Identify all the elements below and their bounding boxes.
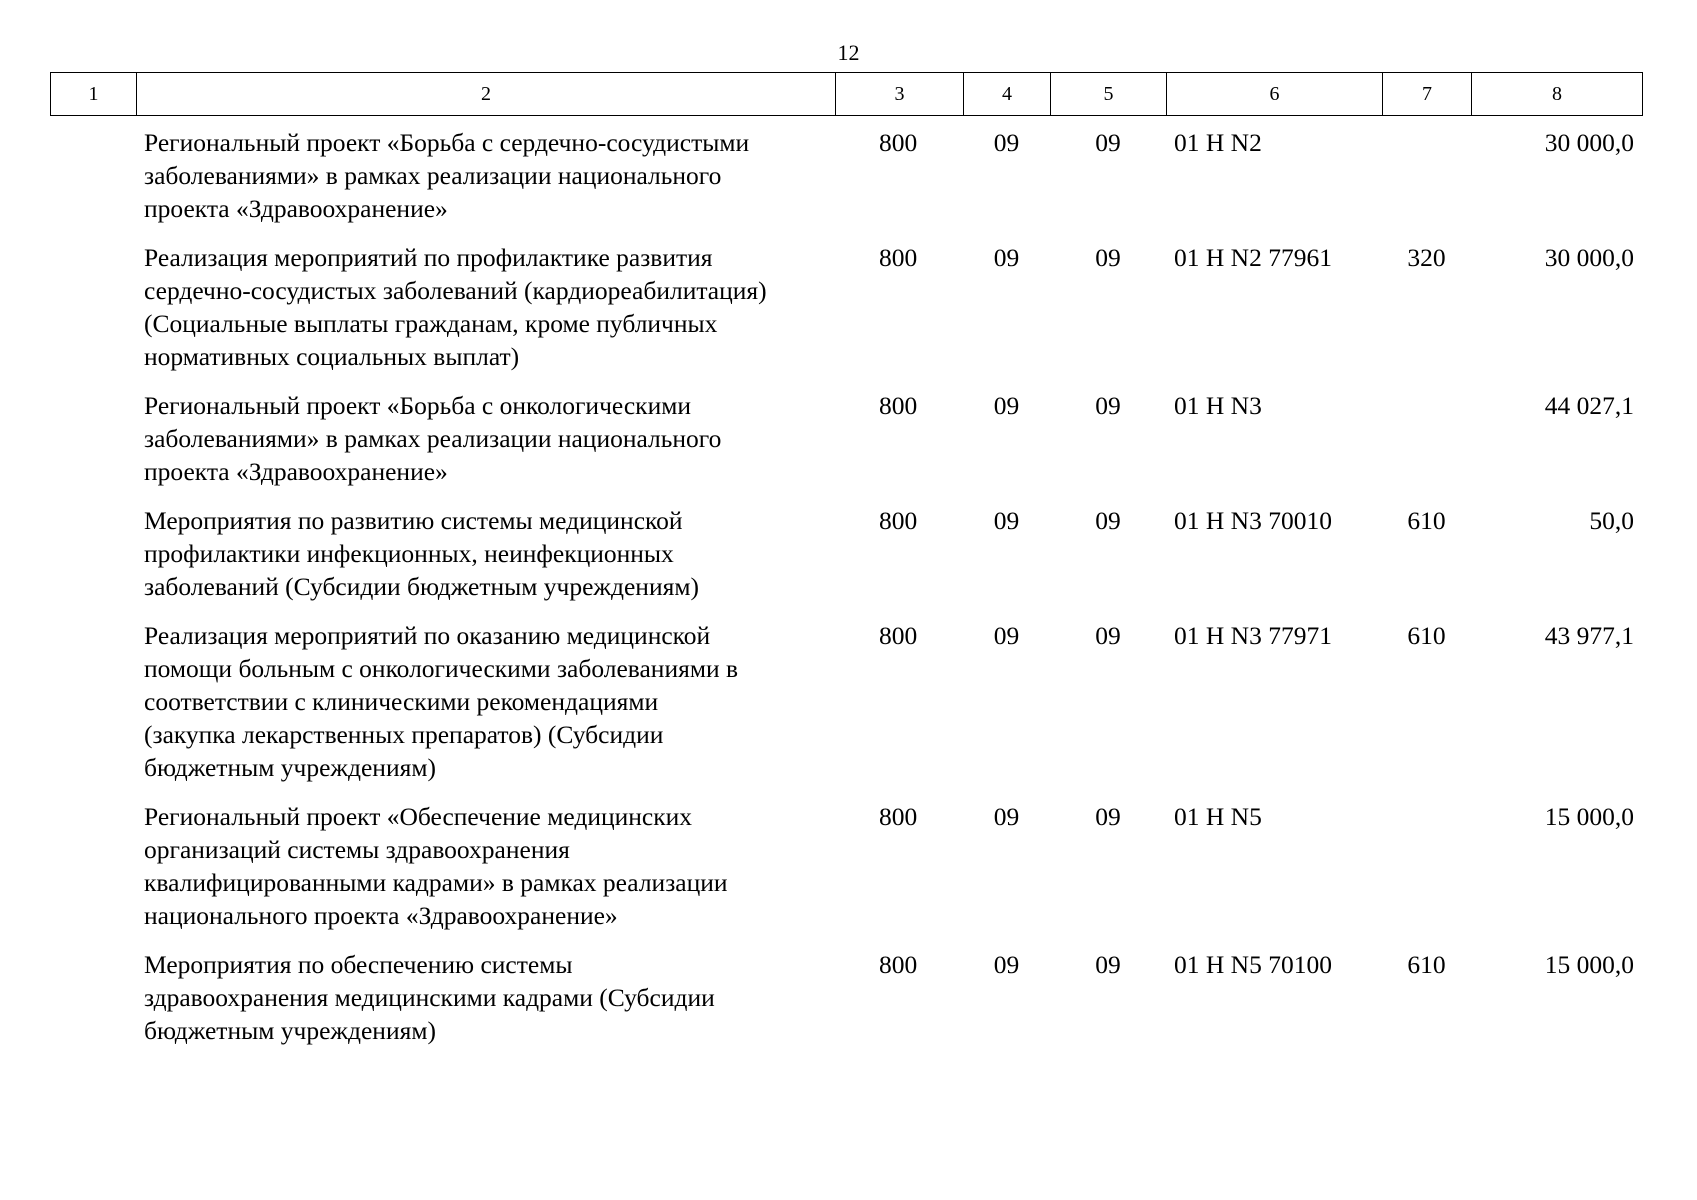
row-name-line: Реализация мероприятий по профилактике развития	[144, 243, 713, 272]
column-header-3: 3	[836, 73, 964, 116]
column-header-1: 1	[51, 73, 137, 116]
row-name-line: Региональный проект «Борьба с онкологическими	[144, 391, 691, 420]
column-header-5: 5	[1051, 73, 1167, 116]
row-name-line: организаций системы здравоохранения	[144, 835, 570, 864]
row-name-line: квалифицированными кадрами» в рамках реализации	[144, 868, 728, 897]
row-col6: 01 Н N2 77961	[1174, 243, 1332, 272]
row-col6: 01 Н N2	[1174, 128, 1262, 157]
row-amount: 44 027,1	[1544, 391, 1634, 420]
row-name	[136, 800, 835, 932]
column-header-6: 6	[1167, 73, 1383, 116]
row-index-cell	[50, 948, 136, 1047]
table-row	[50, 120, 1642, 235]
row-name-line: Мероприятия по развитию системы медицинской	[144, 506, 683, 535]
row-index-cell	[50, 241, 136, 373]
row-col7	[1382, 389, 1471, 488]
table-row	[50, 794, 1642, 942]
column-header-table	[50, 72, 1643, 116]
column-header-2: 2	[137, 73, 836, 116]
row-name-line: (Социальные выплаты гражданам, кроме публичных	[144, 309, 718, 338]
row-name-line: нормативных социальных выплат)	[144, 342, 520, 371]
row-name-line: заболеваний (Субсидии бюджетным учреждениям)	[144, 572, 699, 601]
row-name-line: (закупка лекарственных препаратов) (Субсидии	[144, 720, 664, 749]
row-name-line: национального проекта «Здравоохранение»	[144, 901, 618, 930]
row-col5: 09	[1095, 802, 1121, 831]
budget-rows	[50, 120, 1642, 1057]
row-name-line: Региональный проект «Борьба с сердечно-сосудистыми	[144, 128, 750, 157]
column-header-row	[51, 73, 1643, 116]
row-name	[136, 619, 835, 784]
row-col7: 610	[1407, 506, 1446, 535]
row-col7: 610	[1407, 950, 1446, 979]
row-amount: 15 000,0	[1544, 802, 1634, 831]
row-col5: 09	[1095, 950, 1121, 979]
row-name-line: здравоохранения медицинскими кадрами (Субсидии	[144, 983, 715, 1012]
row-amount: 30 000,0	[1544, 243, 1634, 272]
row-col3: 800	[879, 802, 918, 831]
row-name-line: Мероприятия по обеспечению системы	[144, 950, 573, 979]
row-name	[136, 504, 835, 603]
row-col5: 09	[1095, 391, 1121, 420]
row-col4: 09	[993, 802, 1020, 831]
row-col4: 09	[993, 621, 1020, 650]
row-name	[136, 948, 835, 1047]
row-amount: 15 000,0	[1544, 950, 1634, 979]
row-amount: 43 977,1	[1544, 621, 1634, 650]
row-col4: 09	[993, 243, 1020, 272]
column-header-4: 4	[964, 73, 1051, 116]
row-col4: 09	[993, 128, 1020, 157]
row-col3: 800	[879, 128, 918, 157]
row-name-line: профилактики инфекционных, неинфекционных	[144, 539, 674, 568]
row-col5: 09	[1095, 243, 1121, 272]
row-col6: 01 Н N3 77971	[1174, 621, 1332, 650]
row-index-cell	[50, 800, 136, 932]
row-col7: 610	[1407, 621, 1446, 650]
table-row	[50, 383, 1642, 498]
page-number: 12	[837, 40, 860, 65]
row-amount: 50,0	[1589, 506, 1634, 535]
row-col5: 09	[1095, 621, 1121, 650]
column-header-8: 8	[1472, 73, 1643, 116]
row-col3: 800	[879, 621, 918, 650]
row-col5: 09	[1095, 128, 1121, 157]
row-col3: 800	[879, 391, 918, 420]
row-index-cell	[50, 504, 136, 603]
row-name-line: проекта «Здравоохранение»	[144, 457, 448, 486]
row-index-cell	[50, 389, 136, 488]
row-col3: 800	[879, 243, 918, 272]
row-name	[136, 126, 835, 225]
table-row	[50, 235, 1642, 383]
row-col6: 01 Н N5	[1174, 802, 1262, 831]
row-col6: 01 Н N5 70100	[1174, 950, 1332, 979]
row-amount: 30 000,0	[1544, 128, 1634, 157]
row-col4: 09	[993, 950, 1020, 979]
row-col6: 01 Н N3 70010	[1174, 506, 1332, 535]
table-row	[50, 942, 1642, 1057]
row-index-cell	[50, 126, 136, 225]
row-name-line: помощи больным с онкологическими заболеваниями в	[144, 654, 739, 683]
row-name	[136, 389, 835, 488]
row-col3: 800	[879, 950, 918, 979]
row-col6: 01 Н N3	[1174, 391, 1262, 420]
table-row	[50, 498, 1642, 613]
row-name-line: заболеваниями» в рамках реализации национального	[144, 161, 722, 190]
row-col7	[1382, 126, 1471, 225]
row-name-line: Реализация мероприятий по оказанию медицинской	[144, 621, 711, 650]
row-col4: 09	[993, 391, 1020, 420]
row-col7	[1382, 800, 1471, 932]
row-name-line: заболеваниями» в рамках реализации национального	[144, 424, 722, 453]
row-col4: 09	[993, 506, 1020, 535]
row-col3: 800	[879, 506, 918, 535]
row-name-line: бюджетным учреждениям)	[144, 1016, 436, 1045]
row-name-line: бюджетным учреждениям)	[144, 753, 436, 782]
table-row	[50, 613, 1642, 794]
row-index-cell	[50, 619, 136, 784]
row-name-line: соответствии с клиническими рекомендациями	[144, 687, 659, 716]
row-col7: 320	[1407, 243, 1446, 272]
column-header-7: 7	[1383, 73, 1472, 116]
row-name-line: сердечно-сосудистых заболеваний (кардиореабилитация)	[144, 276, 767, 305]
row-name	[136, 241, 835, 373]
row-col5: 09	[1095, 506, 1121, 535]
row-name-line: проекта «Здравоохранение»	[144, 194, 448, 223]
row-name-line: Региональный проект «Обеспечение медицинских	[144, 802, 693, 831]
